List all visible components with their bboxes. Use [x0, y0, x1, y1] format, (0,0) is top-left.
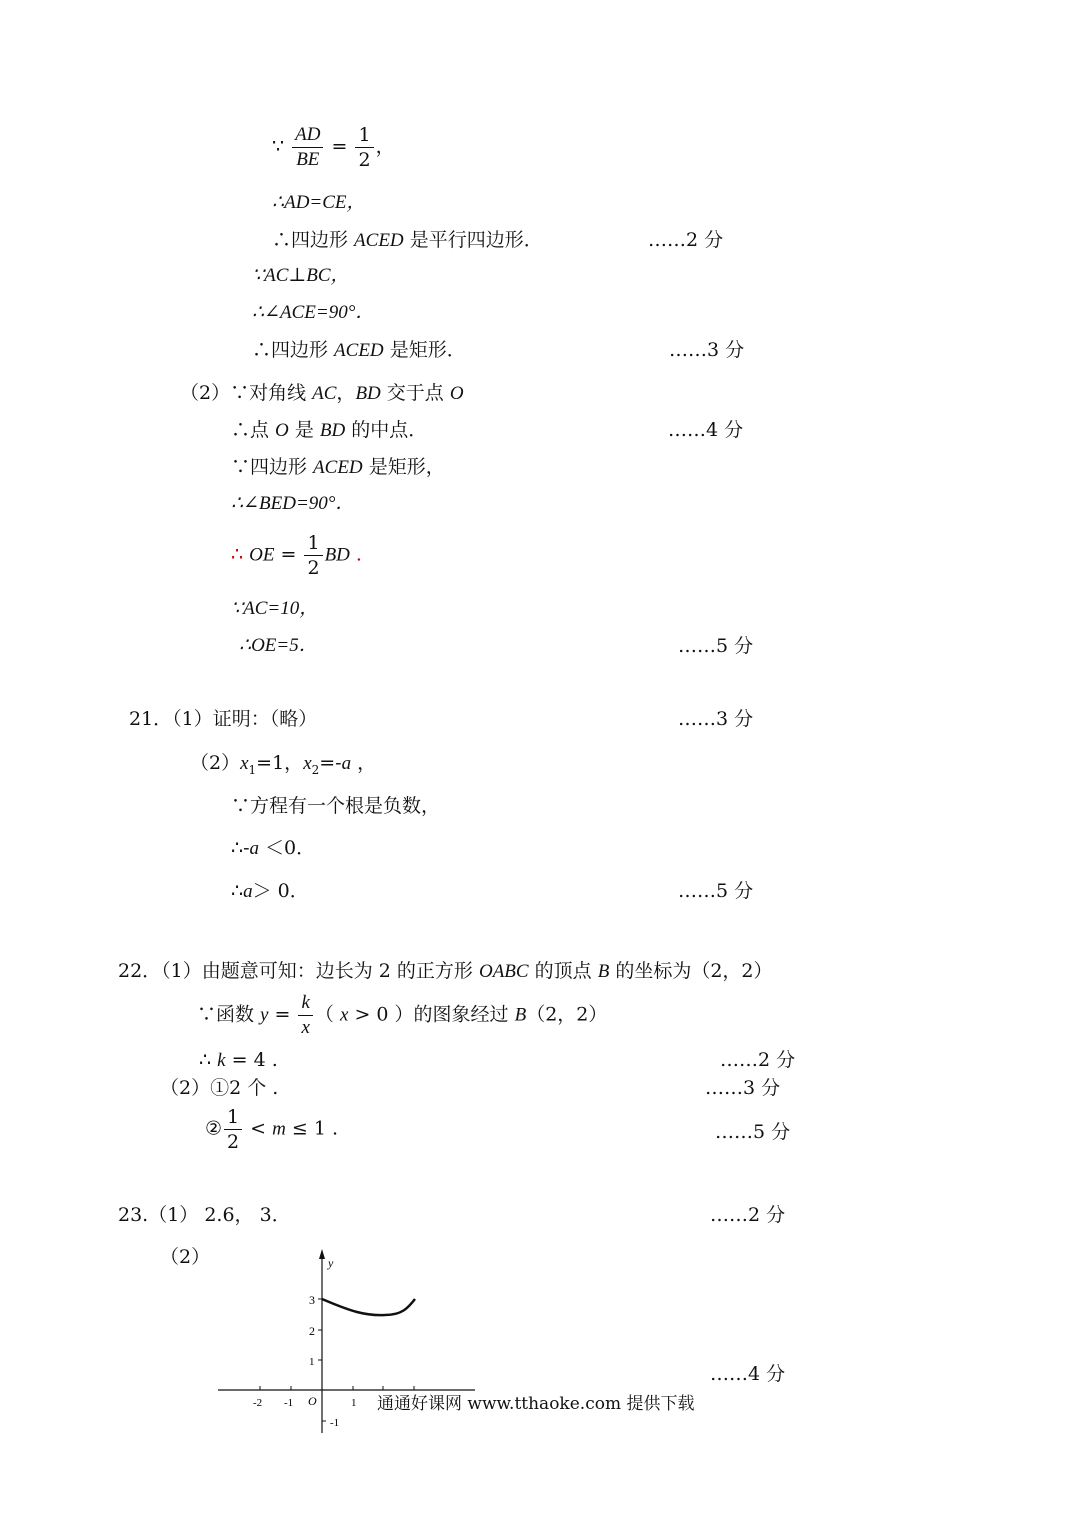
s22-score-5: ……5 分 — [715, 1121, 791, 1143]
s23-line-1: 23.（1） 2.6， 3． — [118, 1204, 291, 1226]
s20-part2-line-5: ∴ OE = $\frac{1}{2}$ BD . — [231, 532, 362, 579]
y-tick-label-3: 3 — [309, 1293, 315, 1307]
s22-score-3: ……3 分 — [705, 1077, 781, 1099]
s22-score-2: ……2 分 — [720, 1049, 796, 1071]
s20-score-2: ……2 分 — [648, 229, 724, 251]
function-curve — [322, 1299, 415, 1315]
y-axis-arrow — [319, 1249, 325, 1259]
s20-part2-line-1: （2）∵对角线 AC，BD 交于点 O — [180, 382, 464, 404]
s20-line-5: ∴∠ACE=90°． — [252, 302, 375, 323]
one-half: $\frac{1}{2}$ — [355, 124, 373, 171]
s20-line-2: ∴AD=CE， — [272, 192, 366, 213]
origin-label: O — [308, 1394, 317, 1408]
k-over-x: $\frac{k}{x}$ — [298, 992, 312, 1039]
y-tick-label-neg1: -1 — [330, 1417, 340, 1429]
s22-line-1: 22．（1）由题意可知：边长为 2 的正方形 OABC 的顶点 B 的坐标为（2，2） — [118, 960, 773, 982]
s20-line-1: ∵ $\frac{AD}{BE}$ = $\frac{1}{2}$ ， — [272, 124, 395, 171]
s20-line-4: ∵AC⊥BC， — [252, 265, 350, 286]
x-tick-label-1: 1 — [351, 1397, 357, 1409]
s20-part2-line-7: ∴OE=5． — [239, 635, 318, 656]
s22-line-4: （2）①2 个 . — [160, 1077, 279, 1099]
s22-line-5: ② $\frac{1}{2}$ < m ≤ 1 . — [205, 1106, 339, 1153]
s22-line-2: ∵函数 y = $\frac{k}{x}$ （ x > 0 ）的图象经过 B（2，2） — [197, 992, 608, 1038]
s21-line-2: $(2)x_1=1$，$x_2=-a$ ， — [190, 752, 377, 777]
one-half: $\frac{1}{2}$ — [224, 1106, 242, 1153]
y-tick-label-2: 2 — [309, 1324, 315, 1338]
s20-line-3: ∴四边形 ACED 是平行四边形． — [272, 229, 543, 251]
s20-part2-line-2: ∴点 O 是 BD 的中点． — [231, 419, 428, 441]
s20-part2-line-3: ∵四边形 ACED 是矩形， — [231, 456, 445, 478]
s23-score-2: ……2 分 — [710, 1204, 786, 1226]
s21-line-4: ∴-a ＜0． — [231, 837, 316, 859]
s20-part2-line-4: ∴∠BED=90°． — [231, 493, 355, 514]
s21-line-1: 21．（1）证明：（略） — [129, 708, 318, 730]
s20-line-6: ∴四边形 ACED 是矩形． — [252, 339, 466, 361]
s20-score-4: ……4 分 — [668, 419, 744, 441]
ratio-ad-be: $\frac{AD}{BE}$ — [292, 124, 323, 171]
s20-score-5: ……5 分 — [678, 635, 754, 657]
one-half: $\frac{1}{2}$ — [304, 532, 322, 579]
s23-score-4: ……4 分 — [710, 1363, 786, 1385]
x-tick-label-neg1: -1 — [284, 1397, 294, 1409]
y-tick-label-1: 1 — [309, 1356, 315, 1368]
s21-score-5: ……5 分 — [678, 880, 754, 902]
s21-line-3: ∵方程有一个根是负数， — [231, 795, 441, 817]
s20-score-3: ……3 分 — [669, 339, 745, 361]
s21-line-5: ∴a＞ 0． — [231, 880, 309, 902]
s22-line-3: ∴ k = 4 . — [199, 1049, 278, 1071]
s23-line-2: （2） — [160, 1246, 211, 1268]
x-tick-label-neg2: -2 — [253, 1397, 263, 1409]
watermark: 通通好课网 www.tthaoke.com 提供下载 — [377, 1394, 695, 1414]
y-axis-label: y — [328, 1256, 334, 1270]
s21-score-3: ……3 分 — [678, 708, 754, 730]
s20-part2-line-6: ∵AC=10， — [231, 598, 319, 619]
